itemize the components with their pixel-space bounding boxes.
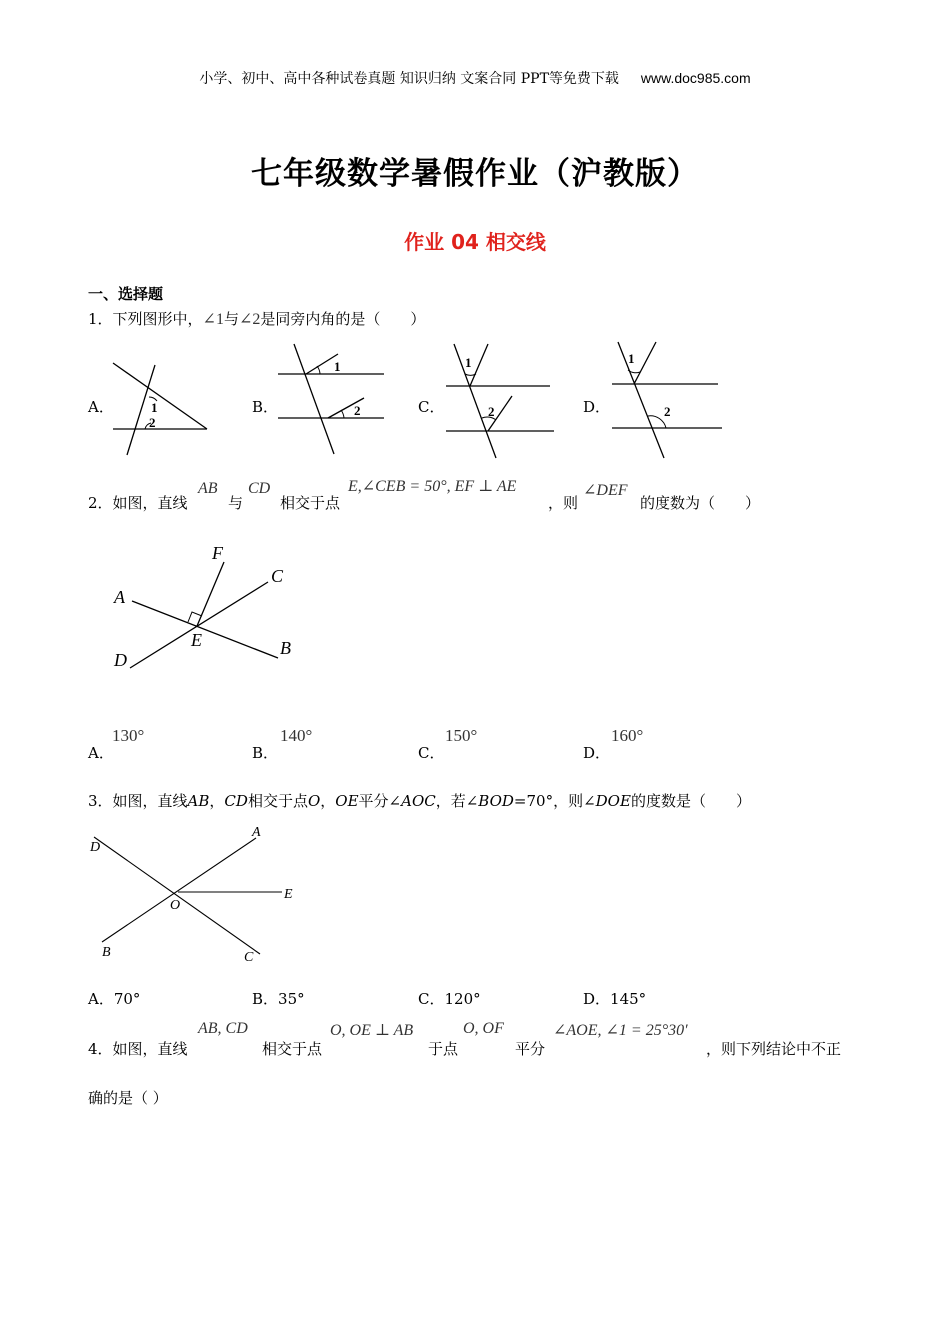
q3-label-o: O — [170, 898, 181, 913]
q3-part-cd: CD — [224, 792, 248, 810]
q4-t1: 相交于点 — [262, 1040, 323, 1058]
q1d-ray-1 — [634, 342, 656, 384]
q3-label-b: B — [102, 945, 111, 960]
q1-figure-b — [272, 340, 390, 460]
q1-option-a-label[interactable]: A． — [88, 398, 114, 416]
q4-t2: 于点 — [428, 1040, 459, 1058]
page-title: 七年级数学暑假作业（沪教版） — [251, 156, 699, 192]
q1a-label-2: 2 — [149, 415, 156, 430]
q2-ab: AB — [198, 480, 218, 497]
q3-part-12: =70°，则∠ — [513, 792, 596, 810]
q2-ray-ef — [197, 562, 224, 626]
q1c-label-2: 2 — [488, 404, 495, 419]
q2-option-d-value: 160° — [611, 726, 644, 745]
q1c-arc-1 — [465, 374, 476, 375]
q4-num: 4．如图，直线 — [88, 1040, 188, 1058]
q2-t1: 相交于点 — [280, 494, 341, 512]
q1-figure-d — [606, 338, 726, 462]
page-subtitle: 作业 04 相交线 — [404, 230, 546, 254]
q1-angle2: ∠2 — [238, 311, 261, 328]
q3-part-bod: BOD — [478, 792, 514, 810]
q3-part-8: 平分∠ — [358, 792, 402, 810]
q3-option-c[interactable]: C．120° — [418, 990, 481, 1008]
q1-angle1: ∠1 — [202, 311, 224, 328]
q2-num: 2．如图，直线 — [88, 494, 188, 512]
q3-figure — [86, 822, 306, 967]
q1a-label-1: 1 — [151, 400, 158, 415]
q3-part-oe: OE — [335, 792, 359, 810]
q3-part-4: 相交于点 — [247, 792, 308, 810]
site-header — [0, 68, 950, 88]
q1-mid: 与 — [223, 310, 239, 328]
q4-math-2: O, OE ⊥ AB — [330, 1022, 414, 1039]
q2-option-c-label[interactable]: C． — [418, 744, 445, 762]
q2-option-a-label[interactable]: A． — [88, 744, 114, 762]
q3-part-2: ， — [209, 792, 225, 810]
q1-option-c-label[interactable]: C． — [418, 398, 445, 416]
question-3-stem — [88, 790, 751, 811]
q1-option-d-label[interactable]: D． — [583, 398, 611, 416]
q3-option-b[interactable]: B．35° — [252, 990, 305, 1008]
q2-label-c: C — [271, 566, 284, 586]
q2-line-ab — [132, 601, 278, 658]
q4-t3: 平分 — [515, 1040, 546, 1058]
q1b-label-1: 1 — [334, 359, 341, 374]
header-site-link[interactable]: www.doc985.com — [640, 70, 751, 86]
q3-line-dc — [94, 837, 260, 954]
q1-figure-a — [105, 345, 215, 460]
q2-label-e: E — [191, 630, 202, 650]
q3-label-d: D — [90, 840, 101, 855]
q2-line-cd — [130, 582, 268, 668]
q1c-label-1: 1 — [465, 355, 472, 370]
q2-def: ∠DEF — [583, 482, 628, 499]
q4-math-4: ∠AOE, ∠1 = 25°30′ — [553, 1022, 688, 1039]
q1b-label-2: 2 — [354, 403, 361, 418]
q2-label-f: F — [212, 543, 223, 563]
q2-option-b-label[interactable]: B． — [252, 744, 279, 762]
q3-option-a[interactable]: A．70° — [88, 990, 141, 1008]
q2-t2: ，则 — [548, 494, 579, 512]
q2-label-a: A — [114, 587, 125, 607]
section-heading: 一、选择题 — [88, 285, 164, 303]
q3-part-aoc: AOC — [401, 792, 436, 810]
header-text: 小学、初中、高中各种试卷真题 知识归纳 文案合同 PPT等免费下载 — [199, 71, 619, 87]
q1d-label-2: 2 — [664, 404, 671, 419]
q3-line-ba — [102, 838, 256, 942]
q4-math-1: AB, CD — [198, 1020, 248, 1037]
q2-t3: 的度数为（ ） — [640, 494, 761, 512]
q3-part-0: 3．如图，直线 — [88, 792, 188, 810]
q2-label-b: B — [280, 638, 291, 658]
q4-math-3: O, OF — [463, 1020, 504, 1037]
q1d-label-1: 1 — [628, 351, 635, 366]
q3-part-ab: AB — [187, 792, 210, 810]
q3-part-o: O — [307, 792, 321, 810]
q3-part-doe: DOE — [595, 792, 631, 810]
q2-option-d-label[interactable]: D． — [583, 744, 611, 762]
q1a-line-1 — [113, 363, 207, 429]
q2-cd: CD — [248, 480, 271, 497]
q4-t4: ，则下列结论中不正 — [706, 1040, 842, 1058]
q2-yu: 与 — [228, 494, 244, 512]
q2-option-b-value: 140° — [280, 726, 313, 745]
q1c-ray-1 — [470, 344, 488, 386]
q1c-transversal — [454, 344, 496, 458]
q2-condition: E,∠CEB = 50°, EF ⊥ AE — [348, 478, 517, 495]
q4-line-2: 确的是（ ） — [88, 1089, 168, 1107]
q3-label-c: C — [244, 950, 254, 965]
q3-part-14: 的度数是（ ） — [630, 792, 751, 810]
q3-part-10: ，若∠ — [435, 792, 479, 810]
question-1-stem — [88, 308, 425, 329]
q3-option-d[interactable]: D．145° — [583, 990, 647, 1008]
q1-figure-c — [440, 338, 558, 462]
question-2-stem-start — [88, 492, 188, 513]
q3-part-6: ， — [320, 792, 336, 810]
q3-label-e: E — [284, 887, 293, 902]
q1b-arc-1 — [317, 366, 320, 374]
q2-option-a-value: 130° — [112, 726, 145, 745]
q1-num: 1．下列图形中， — [88, 310, 203, 328]
q1d-transversal — [618, 342, 664, 458]
q3-label-a: A — [252, 825, 261, 840]
q2-figure — [108, 540, 308, 675]
q1-tail: 是同旁内角的是（ ） — [260, 310, 426, 328]
q2-label-d: D — [114, 650, 127, 670]
q1-option-b-label[interactable]: B． — [252, 398, 279, 416]
q1b-arc-2 — [341, 410, 344, 418]
q2-option-c-value: 150° — [445, 726, 478, 745]
